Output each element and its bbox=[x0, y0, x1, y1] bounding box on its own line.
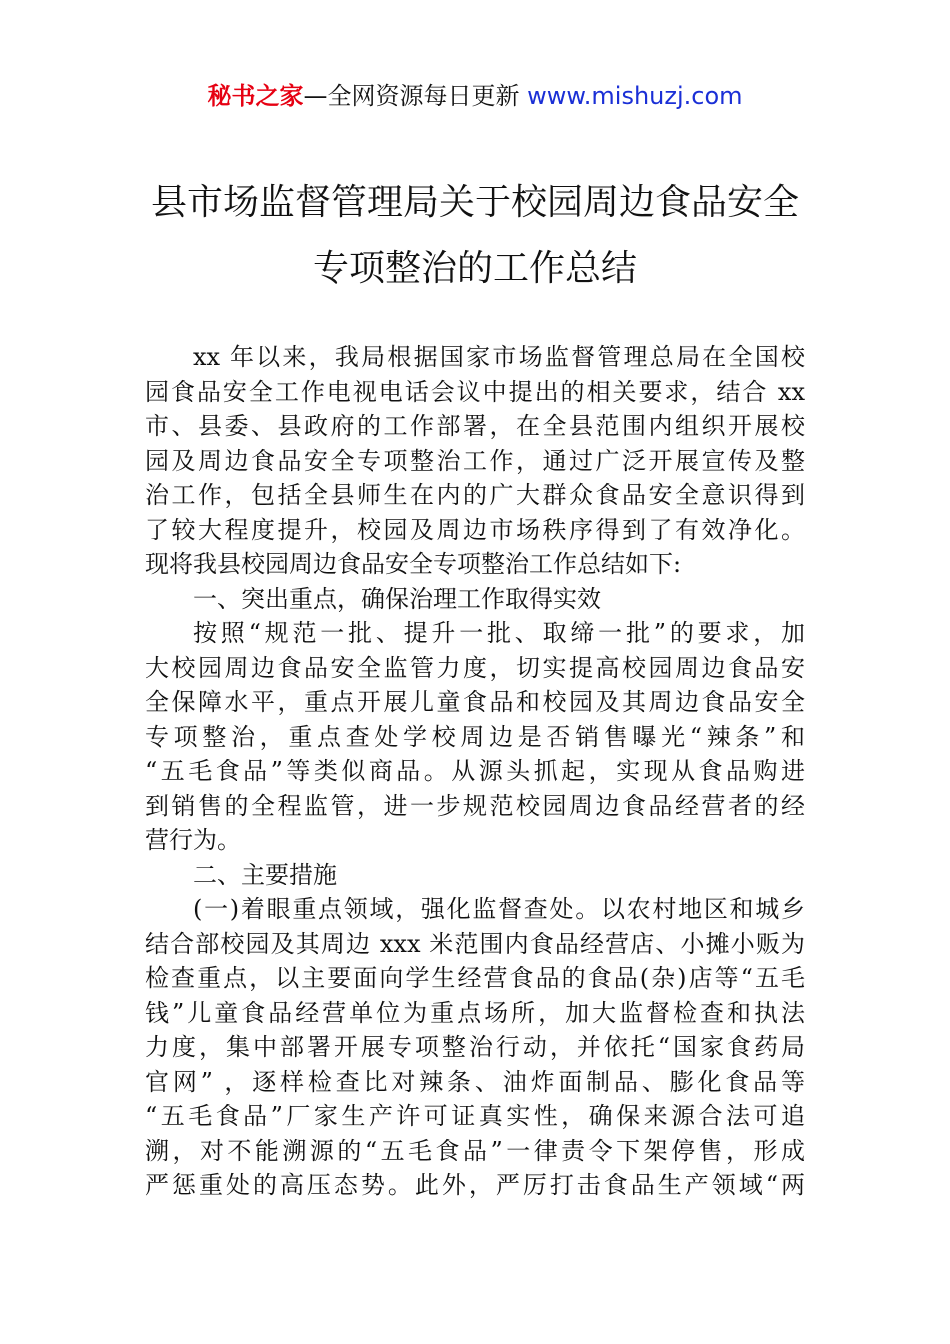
text-line: 检查重点，以主要面向学生经营食品的食品(杂)店等“五毛 bbox=[145, 964, 805, 992]
section-heading-1 bbox=[145, 582, 805, 617]
section-heading-2 bbox=[145, 858, 805, 893]
paragraph-intro bbox=[145, 340, 805, 582]
text-line: (一)着眼重点领域，强化监督查处。以农村地区和城乡 bbox=[193, 895, 805, 923]
brand-name: 秘书之家 bbox=[207, 82, 304, 110]
text-line: 严惩重处的高压态势。此外，严厉打击食品生产领域“两 bbox=[145, 1171, 805, 1199]
text-line: 全保障水平，重点开展儿童食品和校园及其周边食品安全 bbox=[145, 688, 805, 716]
header-tagline: —全网资源每日更新 bbox=[303, 82, 528, 110]
text-line: 到销售的全程监管，进一步规范校园周边食品经营者的经 bbox=[145, 791, 805, 820]
text-line: 园及周边食品安全专项整治工作，通过广泛开展宣传及整 bbox=[145, 446, 805, 475]
text-line: “五毛食品”厂家生产许可证真实性，确保来源合法可追 bbox=[145, 1102, 805, 1130]
text-line: 结合部校园及其周边 xxx 米范围内食品经营店、小摊小贩为 bbox=[145, 929, 805, 958]
text-line: “五毛食品”等类似商品。从源头抓起，实现从食品购进 bbox=[145, 757, 805, 785]
text-line: 二、主要措施 bbox=[193, 860, 337, 889]
text-line: 园食品安全工作电视电话会议中提出的相关要求，结合 xx bbox=[145, 377, 805, 406]
text-line: 溯，对不能溯源的“五毛食品”一律责令下架停售，形成 bbox=[145, 1136, 805, 1165]
title-line-2: 专项整治的工作总结 bbox=[312, 248, 637, 289]
paragraph-section-1 bbox=[145, 616, 805, 858]
text-line: 了较大程度提升，校园及周边市场秩序得到了有效净化。 bbox=[145, 515, 805, 544]
text-line: 大校园周边食品安全监管力度，切实提高校园周边食品安 bbox=[145, 653, 805, 682]
text-line: 市、县委、县政府的工作部署，在全县范围内组织开展校 bbox=[145, 412, 805, 440]
paragraph-section-2 bbox=[145, 892, 805, 1203]
site-header bbox=[0, 80, 950, 112]
title-line-1: 县市场监督管理局关于校园周边食品安全 bbox=[150, 182, 799, 223]
document-body bbox=[145, 340, 805, 1203]
text-line: 现将我县校园周边食品安全专项整治工作总结如下: bbox=[145, 550, 682, 578]
text-line: 力度，集中部署开展专项整治行动，并依托“国家食药局 bbox=[145, 1033, 805, 1061]
text-line: 一、突出重点，确保治理工作取得实效 bbox=[193, 584, 601, 613]
text-line: 按照“规范一批、提升一批、取缔一批”的要求，加 bbox=[193, 619, 805, 647]
document-title bbox=[0, 170, 950, 302]
text-line: 官网” ，逐样检查比对辣条、油炸面制品、膨化食品等 bbox=[145, 1067, 805, 1096]
text-line: xx 年以来，我局根据国家市场监督管理总局在全国校 bbox=[193, 343, 805, 371]
site-url-link[interactable]: www.mishuzj.com bbox=[527, 82, 743, 110]
text-line: 钱”儿童食品经营单位为重点场所，加大监督检查和执法 bbox=[145, 998, 805, 1027]
text-line: 专项整治，重点查处学校周边是否销售曝光“辣条”和 bbox=[145, 722, 805, 751]
text-line: 营行为。 bbox=[145, 826, 241, 854]
text-line: 治工作，包括全县师生在内的广大群众食品安全意识得到 bbox=[145, 481, 805, 509]
